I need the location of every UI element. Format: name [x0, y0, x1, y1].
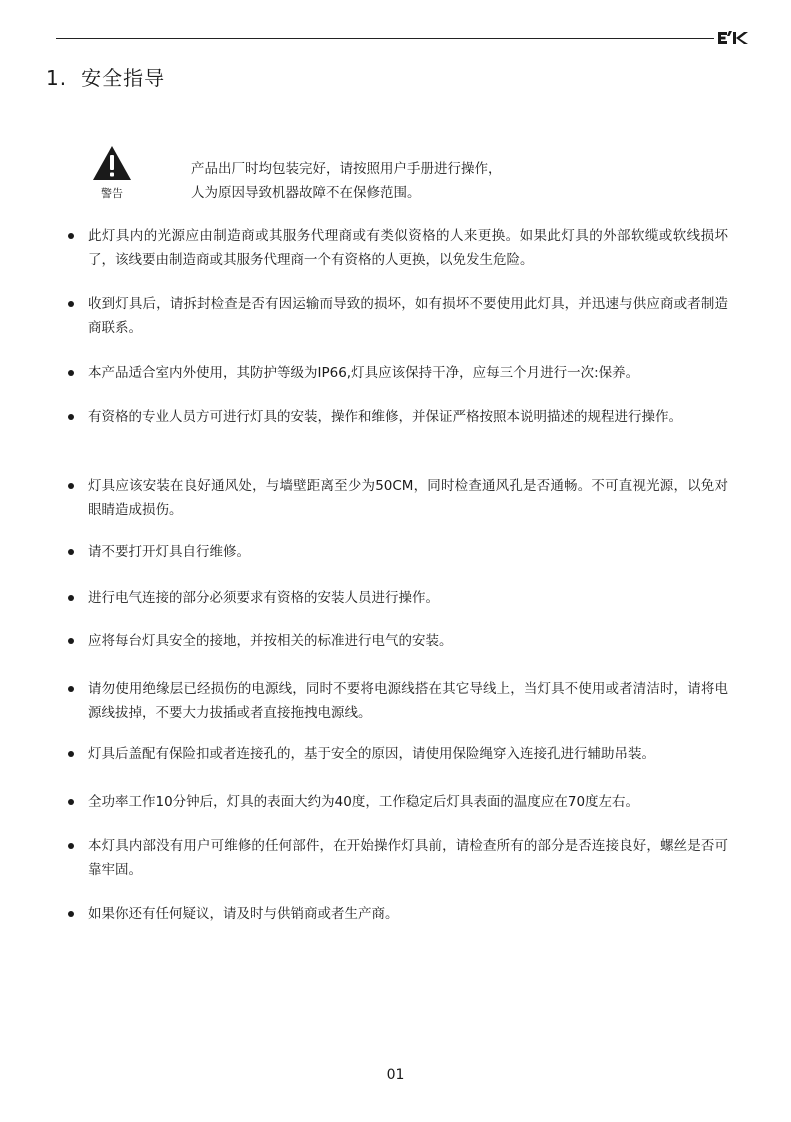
rule-text: 请不要打开灯具自行维修。	[88, 544, 250, 560]
rule-text: 有资格的专业人员方可进行灯具的安装，操作和维修，并保证严格按照本说明描述的规程进行操作。	[88, 409, 682, 425]
rule-text: 灯具后盖配有保险扣或者连接孔的，基于安全的原因，请使用保险绳穿入连接孔进行辅助吊装。	[88, 746, 655, 762]
rule-text: 进行电气连接的部分必须要求有资格的安装人员进行操作。	[88, 590, 439, 606]
list-item	[66, 902, 736, 926]
warning-label: 警告	[101, 187, 123, 200]
list-item	[66, 834, 736, 882]
bullet-icon	[68, 301, 74, 307]
bullet-icon	[68, 483, 74, 489]
bullet-icon	[68, 686, 74, 692]
header-rule	[56, 38, 714, 39]
ek-logo	[717, 28, 751, 48]
rule-text: 本灯具内部没有用户可维修的任何部件，在开始操作灯具前，请检查所有的部分是否连接良好，螺丝是否可靠牢固。	[88, 838, 728, 878]
list-item	[66, 474, 736, 522]
list-item	[66, 790, 736, 814]
rule-text: 应将每台灯具安全的接地，并按相关的标准进行电气的安装。	[88, 633, 453, 649]
bullet-icon	[68, 911, 74, 917]
rule-text: 收到灯具后，请拆封检查是否有因运输而导致的损坏，如有损坏不要使用此灯具，并迅速与供应商或者制造商联系。	[88, 296, 728, 336]
section-title	[46, 62, 165, 91]
bullet-icon	[68, 638, 74, 644]
bullet-icon	[68, 370, 74, 376]
rule-text: 本产品适合室内外使用，其防护等级为IP66,灯具应该保持干净，应每三个月进行一次:保养。	[88, 365, 640, 381]
list-item	[66, 586, 736, 610]
list-item	[66, 540, 736, 564]
warning-line: 人为原因导致机器故障不在保修范围。	[191, 185, 421, 201]
section-title-text: 安全指导	[81, 66, 166, 90]
warning-line: 产品出厂时均包装完好，请按照用户手册进行操作，	[191, 161, 502, 177]
list-item	[66, 292, 736, 340]
list-item	[66, 629, 736, 653]
page-number: 01	[386, 1067, 405, 1083]
bullet-icon	[68, 843, 74, 849]
warning-triangle-icon	[92, 145, 132, 181]
bullet-icon	[68, 595, 74, 601]
list-item	[66, 224, 736, 272]
warning-text	[191, 157, 502, 205]
list-item	[66, 677, 736, 725]
list-item	[66, 361, 736, 385]
bullet-icon	[68, 414, 74, 420]
rule-text: 请勿使用绝缘层已经损伤的电源线，同时不要将电源线搭在其它导线上，当灯具不使用或者清洁时，请将电源线拔掉，不要大力拔插或者直接拖拽电源线。	[88, 681, 728, 721]
list-item	[66, 405, 736, 429]
rule-text: 此灯具内的光源应由制造商或其服务代理商或有类似资格的人来更换。如果此灯具的外部软缆或软线损坏了，该线要由制造商或其服务代理商一个有资格的人更换，以免发生危险。	[88, 228, 728, 268]
rule-text: 如果你还有任何疑议，请及时与供销商或者生产商。	[88, 906, 399, 922]
section-number: 1.	[46, 66, 68, 90]
bullet-icon	[68, 233, 74, 239]
rule-text: 灯具应该安装在良好通风处，与墙壁距离至少为50CM，同时检查通风孔是否通畅。不可直视光源，以免对眼睛造成损伤。	[88, 478, 728, 518]
list-item	[66, 742, 736, 766]
bullet-icon	[68, 549, 74, 555]
bullet-icon	[68, 751, 74, 757]
rule-text: 全功率工作10分钟后，灯具的表面大约为40度，工作稳定后灯具表面的温度应在70度左右。	[88, 794, 640, 810]
bullet-icon	[68, 799, 74, 805]
